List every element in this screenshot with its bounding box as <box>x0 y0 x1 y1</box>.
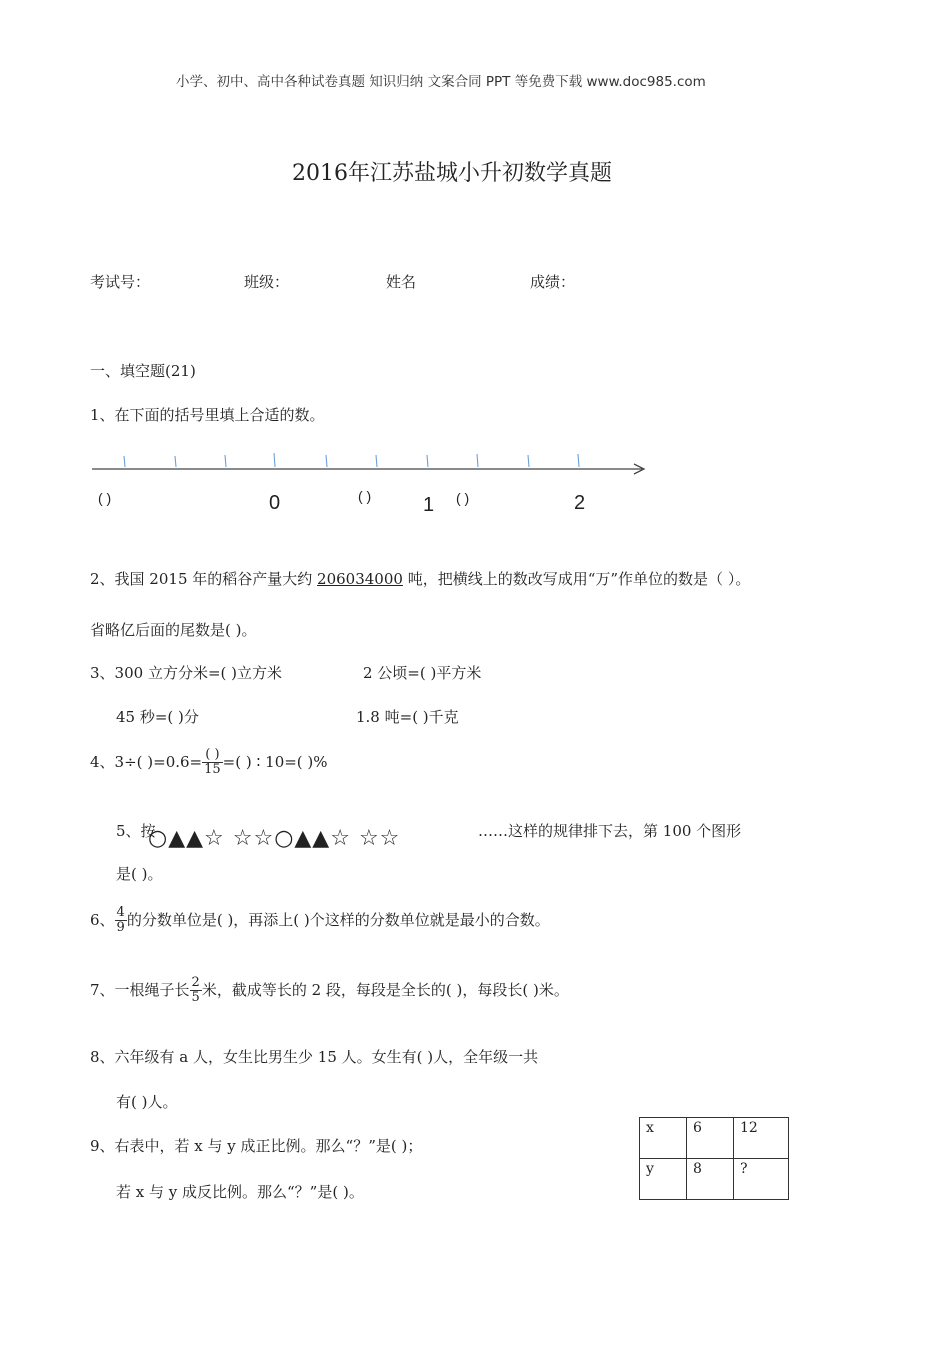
section-heading: 一、填空题(21) <box>90 362 196 380</box>
question-2-line-2: 省略亿后面的尾数是( )。 <box>90 621 257 639</box>
question-8-line-2: 有( )人。 <box>116 1093 178 1111</box>
tick-mark <box>477 454 478 467</box>
question-text: 的分数单位是( )，再添上( )个这样的分数单位就是最小的合数。 <box>126 910 550 929</box>
question-text: =( ) ∶ 10=( )% <box>222 752 328 771</box>
fraction <box>190 976 202 1006</box>
tick-mark <box>124 456 125 467</box>
question-9-line-2: 若 x 与 y 成反比例。那么“？”是( )。 <box>116 1183 364 1201</box>
tick-mark <box>578 454 579 467</box>
fraction <box>202 748 223 778</box>
table-cell: 8 <box>687 1159 734 1200</box>
shape-sequence: ○▲▲☆ ☆☆○▲▲☆ ☆☆ <box>148 826 401 851</box>
question-3c: 45 秒=( )分 <box>116 708 199 726</box>
tick-mark <box>274 453 275 467</box>
question-9: 9、右表中，若 x 与 y 成正比例。那么“？”是( )； <box>90 1137 423 1155</box>
score-label: 成绩： <box>530 273 576 291</box>
question-text: 7、一根绳子长 <box>90 980 190 999</box>
question-6 <box>90 906 550 936</box>
table-cell: 12 <box>734 1118 789 1159</box>
tick-mark <box>376 455 377 467</box>
question-5-continued: ……这样的规律排下去，第 100 个图形 <box>478 822 742 840</box>
fraction <box>115 906 127 936</box>
number-line <box>88 448 654 482</box>
tick-mark <box>225 455 226 467</box>
underlined-number: 206034000 <box>317 570 403 588</box>
number-line-label: 0 <box>269 492 281 514</box>
fraction-denominator: 9 <box>116 920 125 936</box>
tick-mark <box>175 456 176 467</box>
class-label: 班级： <box>244 273 290 291</box>
answer-blank[interactable]: ( ) <box>456 490 470 506</box>
question-4 <box>90 748 328 778</box>
question-2 <box>90 568 750 589</box>
name-label: 姓名 <box>386 273 417 291</box>
fraction-denominator: 5 <box>191 990 200 1006</box>
table-row <box>640 1118 789 1159</box>
fraction-denominator: 15 <box>204 762 221 778</box>
question-3d: 1.8 吨=( )千克 <box>356 708 459 726</box>
tick-mark <box>326 455 327 467</box>
exam-number-label: 考试号： <box>90 273 151 291</box>
fraction-numerator: ( ) <box>202 748 223 763</box>
table-cell: x <box>640 1118 687 1159</box>
question-text: 吨，把横线上的数改写成用“万”作单位的数是（ ）。 <box>402 570 751 588</box>
question-text: 6、 <box>90 910 115 929</box>
question-7 <box>90 976 569 1006</box>
page-title: 2016年江苏盐城小升初数学真题 <box>292 161 612 186</box>
table-cell: y <box>640 1159 687 1200</box>
question-3a: 3、300 立方分米=( )立方米 <box>90 664 282 682</box>
page-header: 小学、初中、高中各种试卷真题 知识归纳 文案合同 PPT 等免费下载 www.doc985.com <box>176 74 706 90</box>
question-text: 4、3÷( )=0.6= <box>90 752 203 771</box>
xy-table <box>639 1117 789 1200</box>
fraction-numerator: 2 <box>191 975 200 990</box>
number-line-label: 2 <box>574 492 586 514</box>
question-text: 2、我国 2015 年的稻谷产量大约 <box>90 570 318 588</box>
question-5: 5、按 <box>116 822 156 840</box>
question-1: 1、在下面的括号里填上合适的数。 <box>90 406 325 424</box>
answer-blank[interactable]: ( ) <box>358 488 372 504</box>
tick-mark <box>427 455 428 467</box>
answer-blank[interactable]: ( ) <box>98 490 112 506</box>
question-5-line-2: 是( )。 <box>116 865 163 883</box>
question-3b: 2 公顷=( )平方米 <box>363 664 482 682</box>
table-cell: 6 <box>687 1118 734 1159</box>
tick-mark <box>528 455 529 467</box>
fraction-numerator: 4 <box>116 905 125 920</box>
number-line-label: 1 <box>423 494 435 516</box>
question-8: 8、六年级有 a 人，女生比男生少 15 人。女生有( )人，全年级一共 <box>90 1048 539 1066</box>
question-text: 米，截成等长的 2 段，每段是全长的( )，每段长( )米。 <box>201 980 569 999</box>
table-row <box>640 1159 789 1200</box>
table-cell: ? <box>734 1159 789 1200</box>
